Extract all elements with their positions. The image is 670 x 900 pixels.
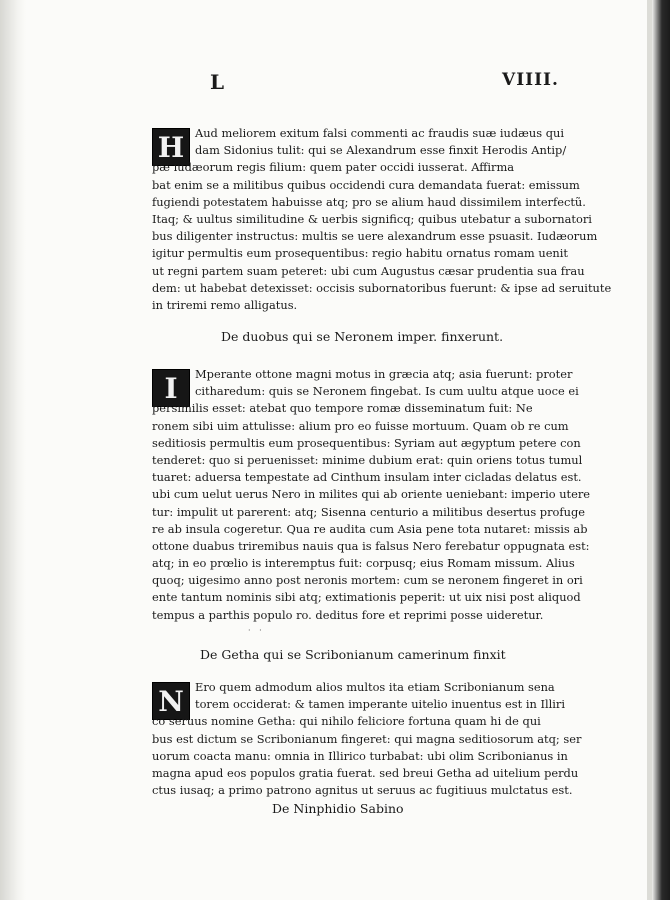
text-line: seditiosis permultis eum prosequentibus: Syriam aut ægyptum petere con — [152, 435, 581, 450]
text-line: ronem sibi uim attulisse: alium pro eo fuisse mortuum. Quam ob re cum — [152, 418, 569, 433]
text-line: tenderet: quo si peruenisset: minime dubium erat: quin oriens totus tumul — [152, 452, 583, 467]
text-line: in triremi remo alligatus. — [152, 297, 298, 312]
section-heading: De Ninphidio Sabino — [272, 801, 404, 816]
stray-ink-marks: · · — [248, 626, 265, 635]
text-line: co seruus nomine Getha: qui nihilo feliciore fortuna quam hi de qui — [152, 714, 541, 729]
paragraph-nero — [152, 366, 591, 624]
text-line: ctus iusaq; a primo patrono agnitus ut seruus ac fugitiuus mulctatus est. — [152, 783, 573, 798]
decorated-initial-i: I — [152, 369, 190, 407]
text-line: ottone duabus triremibus nauis qua is falsus Nero ferebatur oppugnata est: — [152, 538, 590, 553]
text-line: citharedum: quis se Neronem fingebat. Is cum uultu atque uoce ei — [195, 384, 579, 399]
signature-mark: L — [210, 70, 225, 94]
text-line: bus est dictum se Scribonianum fingeret: qui magna seditiosorum atq; ser — [152, 731, 582, 746]
text-line: magna apud eos populos gratia fuerat. sed breui Getha ad uitelium perdu — [152, 765, 579, 780]
left-page-shadow — [0, 0, 26, 900]
text-line: torem occiderat: & tamen imperante uitelio inuentus est in Illiri — [195, 697, 565, 712]
text-line: ut regni partem suam peteret: ubi cum Augustus cæsar prudentia sua frau — [152, 263, 585, 278]
text-line: uorum coacta manu: omnia in Illirico turbabat: ubi olim Scribonianus in — [152, 748, 568, 763]
binding-edge — [652, 0, 670, 900]
decorated-initial-n: N — [152, 682, 190, 720]
text-line: bat enim se a militibus quibus occidendi cura demandata fuerat: emissum — [152, 177, 580, 192]
decorated-initial-h: H — [152, 128, 190, 166]
text-line: tur: impulit ut parerent: atq; Sisenna centurio a militibus desertus profuge — [152, 504, 585, 519]
text-line: tempus a parthis populo ro. deditus fore et reprimi posse uideretur. — [152, 607, 544, 622]
text-line: tuaret: aduersa tempestate ad Cinthum insulam inter cicladas delatus est. — [152, 470, 582, 485]
text-line: dam Sidonius tulit: qui se Alexandrum esse finxit Herodis Antip/ — [195, 143, 567, 158]
paragraph-getha — [152, 679, 582, 799]
section-heading: De Getha qui se Scribonianum camerinum finxit — [200, 647, 506, 662]
section-heading: De duobus qui se Neronem imper. finxerunt. — [221, 329, 504, 344]
text-line: persimilis esset: atebat quo tempore romæ disseminatum fuit: Ne — [152, 401, 533, 416]
text-line: bus diligenter instructus: multis se uere alexandrum esse psuasit. Iudæorum — [152, 229, 598, 244]
text-line: Itaq; & uultus similitudine & uerbis significq; quibus utebatur a subornatori — [152, 211, 592, 226]
text-line: ente tantum nominis sibi atq; extimationis peperit: ut uix nisi post aliquod — [152, 590, 581, 605]
text-line: dem: ut habebat detexisset: occisis subornatoribus fuerunt: & ipse ad seruitute — [152, 280, 612, 295]
text-line: fugiendi potestatem habuisse atq; pro se alium haud dissimilem interfectũ. — [152, 194, 586, 209]
text-line: Mperante ottone magni motus in græcia atq; asia fuerunt: proter — [195, 367, 573, 381]
text-line: re ab insula cogeretur. Qua re audita cum Asia pene tota nutaret: missis ab — [152, 521, 588, 536]
text-line: ubi cum uelut uerus Nero in milites qui ab oriente ueniebant: imperio utere — [152, 487, 591, 502]
paragraph-alexander — [152, 125, 612, 314]
folio-number: VIIII. — [502, 70, 559, 90]
text-line: igitur permultis eum prosequentibus: regio habitu ornatus romam uenit — [152, 246, 568, 261]
text-line: atq; in eo prœlio is interemptus fuit: corpusq; eius Romam missum. Alius — [152, 556, 575, 571]
text-line: Ero quem admodum alios multos ita etiam Scribonianum sena — [195, 680, 555, 694]
text-line: pæ iudæorum regis filium: quem pater occidi iusserat. Affirma — [152, 160, 515, 175]
text-line: Aud meliorem exitum falsi commenti ac fraudis suæ iudæus qui — [195, 126, 564, 140]
text-line: quoq; uigesimo anno post neronis mortem: cum se neronem fingeret in ori — [152, 573, 583, 588]
